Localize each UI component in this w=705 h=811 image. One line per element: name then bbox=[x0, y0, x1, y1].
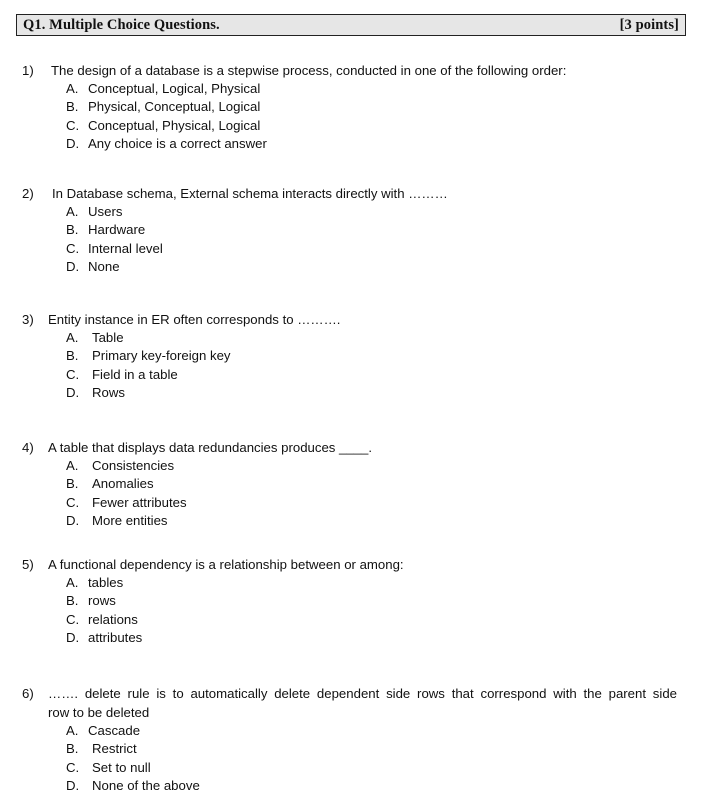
question-text-line-2: row to be deleted bbox=[48, 705, 150, 720]
option-a: A. tables bbox=[66, 575, 124, 590]
question-text: A table that displays data redundancies produces ____. bbox=[48, 440, 373, 455]
section-header bbox=[16, 14, 686, 36]
option-b: B. rows bbox=[66, 593, 116, 609]
question-text: A functional dependency is a relationship between or among: bbox=[48, 557, 404, 572]
option-d: D. None bbox=[66, 259, 120, 275]
question-6 bbox=[22, 684, 677, 796]
option-d: D. More entities bbox=[66, 513, 168, 529]
option-c: C. relations bbox=[66, 611, 138, 627]
option-d: D. Any choice is a correct answer bbox=[66, 136, 267, 152]
question-3 bbox=[22, 310, 340, 403]
question-text-line-1: ……. delete rule is to automatically delete dependent side rows that correspond with the parent side bbox=[48, 686, 677, 701]
question-5 bbox=[22, 555, 404, 648]
option-d: D. Rows bbox=[66, 385, 125, 401]
question-text: The design of a database is a stepwise process, conducted in one of the following order: bbox=[51, 63, 567, 78]
option-b: B. Hardware bbox=[66, 222, 146, 238]
question-stem bbox=[22, 684, 677, 703]
option-c: C. Conceptual, Physical, Logical bbox=[66, 117, 261, 133]
option-c: C. Field in a table bbox=[66, 366, 178, 382]
option-a: A. Users bbox=[66, 204, 123, 219]
question-stem bbox=[22, 438, 372, 457]
question-number: 1) bbox=[22, 63, 34, 78]
section-title: Q1. Multiple Choice Questions. bbox=[23, 16, 220, 33]
option-b: B. Anomalies bbox=[66, 476, 154, 492]
question-stem bbox=[22, 184, 448, 203]
question-stem bbox=[22, 61, 566, 80]
question-stem bbox=[22, 555, 404, 574]
option-d: D. attributes bbox=[66, 630, 143, 646]
question-2 bbox=[22, 184, 448, 277]
option-c: C. Internal level bbox=[66, 240, 163, 256]
option-a: A. Table bbox=[66, 330, 124, 345]
section-points: [3 points] bbox=[619, 16, 679, 33]
question-number: 4) bbox=[22, 440, 34, 455]
option-d: D. None of the above bbox=[66, 778, 200, 794]
option-a: A. Conceptual, Logical, Physical bbox=[66, 81, 261, 96]
option-a: A. Cascade bbox=[66, 723, 141, 738]
option-c: C. Fewer attributes bbox=[66, 494, 187, 510]
question-1 bbox=[22, 61, 566, 154]
question-text: In Database schema, External schema interacts directly with ……… bbox=[52, 186, 448, 201]
question-text: Entity instance in ER often corresponds to ………. bbox=[48, 312, 341, 327]
option-a: A. Consistencies bbox=[66, 458, 175, 473]
option-c: C. Set to null bbox=[66, 759, 151, 775]
question-stem bbox=[22, 310, 340, 329]
question-number: 3) bbox=[22, 312, 34, 327]
question-4 bbox=[22, 438, 372, 531]
option-b: B. Physical, Conceptual, Logical bbox=[66, 99, 261, 115]
question-number: 2) bbox=[22, 186, 34, 201]
option-b: B. Primary key-foreign key bbox=[66, 348, 231, 364]
question-number: 5) bbox=[22, 557, 34, 572]
option-b: B. Restrict bbox=[66, 741, 137, 757]
question-number: 6) bbox=[22, 686, 34, 701]
